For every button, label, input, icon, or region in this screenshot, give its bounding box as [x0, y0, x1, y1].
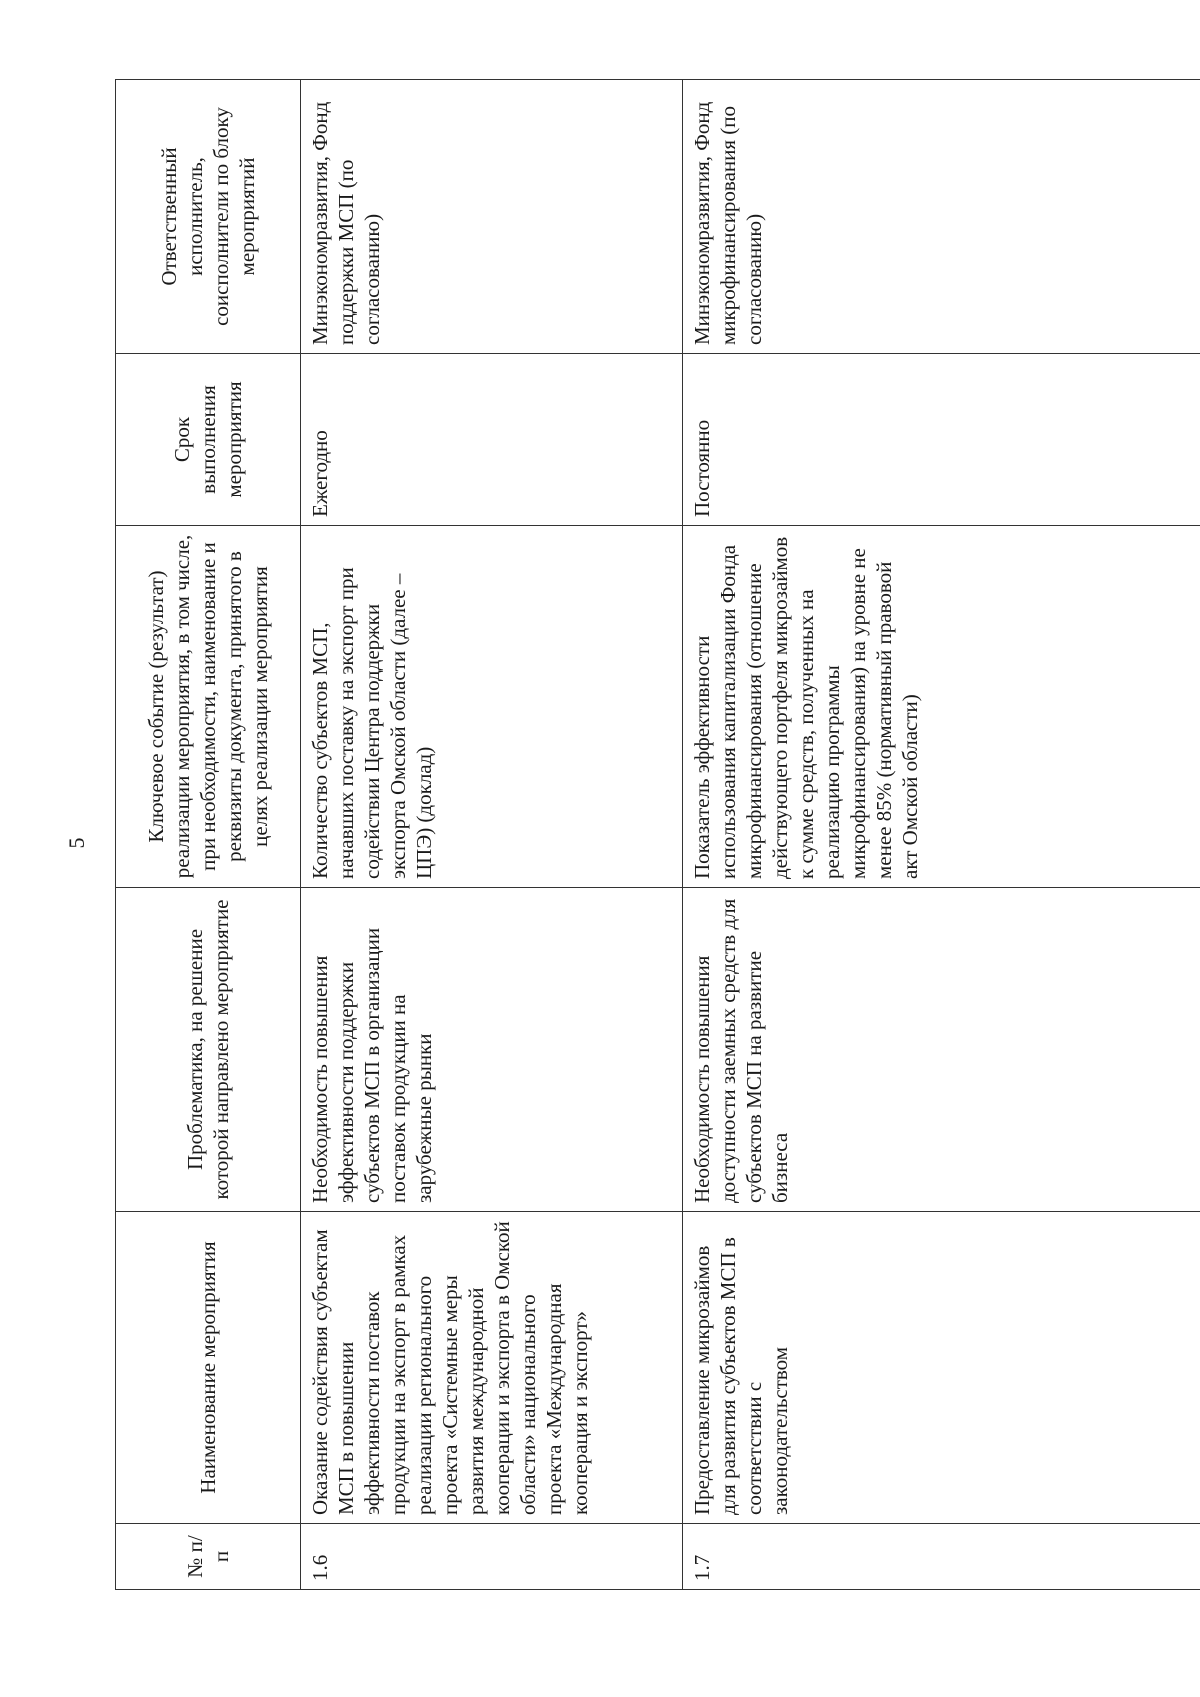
page-number: 5 — [64, 837, 89, 849]
table-row — [683, 80, 1200, 1590]
header-term: Срок выполнения мероприятия — [116, 354, 301, 526]
header-name: Наименование мероприятия — [116, 1212, 301, 1524]
measures-table — [115, 79, 1200, 1590]
cell-num: 1.7 — [683, 1524, 1200, 1590]
header-problem: Проблематика, на решение которой направлено мероприятие — [116, 888, 301, 1212]
cell-name: Оказание содействия субъектам МСП в повышении эффективности поставок продукции на экспорт в рамках реализации регионального проекта «Системные меры развития международной кооперации и экспорта в Омской области» национального проекта «Международная кооперация и экспорт» — [301, 1212, 683, 1524]
cell-name: Предоставление микрозаймов для развития субъектов МСП в соответствии с законодательством — [683, 1212, 1200, 1524]
cell-problem: Необходимость повышения доступности заемных средств для субъектов МСП на развитие бизнеса — [683, 888, 1200, 1212]
cell-executor: Минэкономразвития, Фонд микрофинансирования (по согласованию) — [683, 80, 1200, 354]
cell-term: Постоянно — [683, 354, 1200, 526]
cell-event: Количество субъектов МСП, начавших поставку на экспорт при содействии Центра поддержки экспорта Омской области (далее – ЦПЭ) (доклад) — [301, 526, 683, 888]
header-event: Ключевое событие (результат) реализации мероприятия, в том числе, при необходимости, наименование и реквизиты документа, принятого в целях реализации мероприятия — [116, 526, 301, 888]
table-row — [301, 80, 683, 1590]
cell-num: 1.6 — [301, 1524, 683, 1590]
header-num: № п/п — [116, 1524, 301, 1590]
cell-event: Показатель эффективности использования капитализации Фонда микрофинансирования (отношение действующего портфеля микрозаймов к сумме средств, полученных на реализацию программы микрофинансирования) на уровне не менее 85% (нормативный правовой акт Омской области) — [683, 526, 1200, 888]
cell-term: Ежегодно — [301, 354, 683, 526]
rotated-table-container — [115, 80, 1200, 1590]
table-header-row — [116, 80, 301, 1590]
header-executor: Ответственный исполнитель, соисполнители по блоку мероприятий — [116, 80, 301, 354]
cell-executor: Минэкономразвития, Фонд поддержки МСП (по согласованию) — [301, 80, 683, 354]
cell-problem: Необходимость повышения эффективности поддержки субъектов МСП в организации поставок продукции на зарубежные рынки — [301, 888, 683, 1212]
